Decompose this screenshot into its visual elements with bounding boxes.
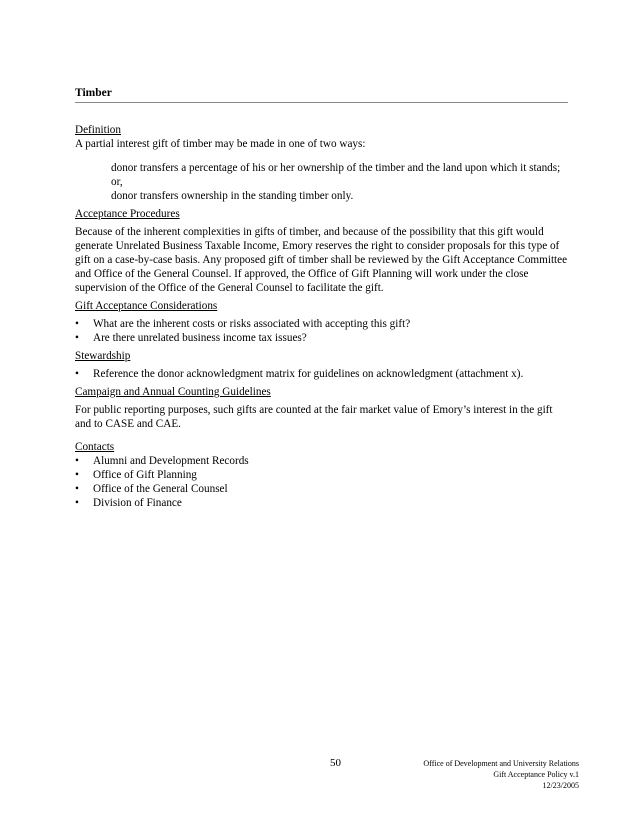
definition-heading: Definition	[75, 124, 121, 136]
acceptance-heading: Acceptance Procedures	[75, 208, 180, 220]
acceptance-text: Because of the inherent complexities in gifts of timber, and because of the possibility that this gift would generate Unrelated Business Taxable Income, Emory reserves the right to consider proposals for this type of gift on a case-by-case basis. Any proposed gift of timber shall be reviewed by the Gift Acceptance Committee and Office of the General Counsel. If approved, the Office of Gift Planning will work under the close supervision of the Office of the General Counsel to facilitate the gift.	[75, 226, 568, 294]
footer-office: Office of Development and University Relations	[423, 759, 579, 768]
footer-policy: Gift Acceptance Policy v.1	[493, 770, 579, 779]
bullet-icon: •	[75, 332, 79, 344]
section-title: Timber	[75, 87, 112, 99]
counting-text: For public reporting purposes, such gifts are counted at the fair market value of Emory’s interest in the gift and to CASE and CAE.	[75, 404, 553, 430]
considerations-heading: Gift Acceptance Considerations	[75, 300, 218, 312]
list-item: • Division of Finance	[75, 497, 182, 509]
bullet-icon: •	[75, 318, 79, 330]
definition-way-2: donor transfers ownership in the standing timber only.	[111, 190, 354, 202]
title-rule	[75, 102, 568, 103]
stewardship-list	[75, 367, 568, 381]
document-body	[75, 123, 568, 510]
list-item: • Are there unrelated business income tax issues?	[75, 332, 307, 344]
definition-way-1: donor transfers a percentage of his or her ownership of the timber and the land upon which it stands; or,	[111, 162, 561, 188]
list-item: • Office of Gift Planning	[75, 469, 197, 481]
page-number: 50	[330, 757, 341, 769]
definition-intro: A partial interest gift of timber may be made in one of two ways:	[75, 138, 366, 150]
list-item: • What are the inherent costs or risks associated with accepting this gift?	[75, 318, 411, 330]
considerations-list	[75, 317, 568, 345]
bullet-icon: •	[75, 497, 79, 509]
bullet-icon: •	[75, 469, 79, 481]
footer-date: 12/23/2005	[542, 781, 579, 790]
bullet-icon: •	[75, 368, 79, 380]
list-item: • Reference the donor acknowledgment matrix for guidelines on acknowledgment (attachment x).	[75, 368, 524, 380]
counting-heading: Campaign and Annual Counting Guidelines	[75, 386, 271, 398]
contacts-list	[75, 454, 568, 510]
bullet-icon: •	[75, 483, 79, 495]
contacts-heading: Contacts	[75, 441, 115, 453]
list-item: • Office of the General Counsel	[75, 483, 228, 495]
stewardship-heading: Stewardship	[75, 350, 131, 362]
bullet-icon: •	[75, 455, 79, 467]
footer-info	[423, 758, 579, 791]
list-item: • Alumni and Development Records	[75, 455, 249, 467]
